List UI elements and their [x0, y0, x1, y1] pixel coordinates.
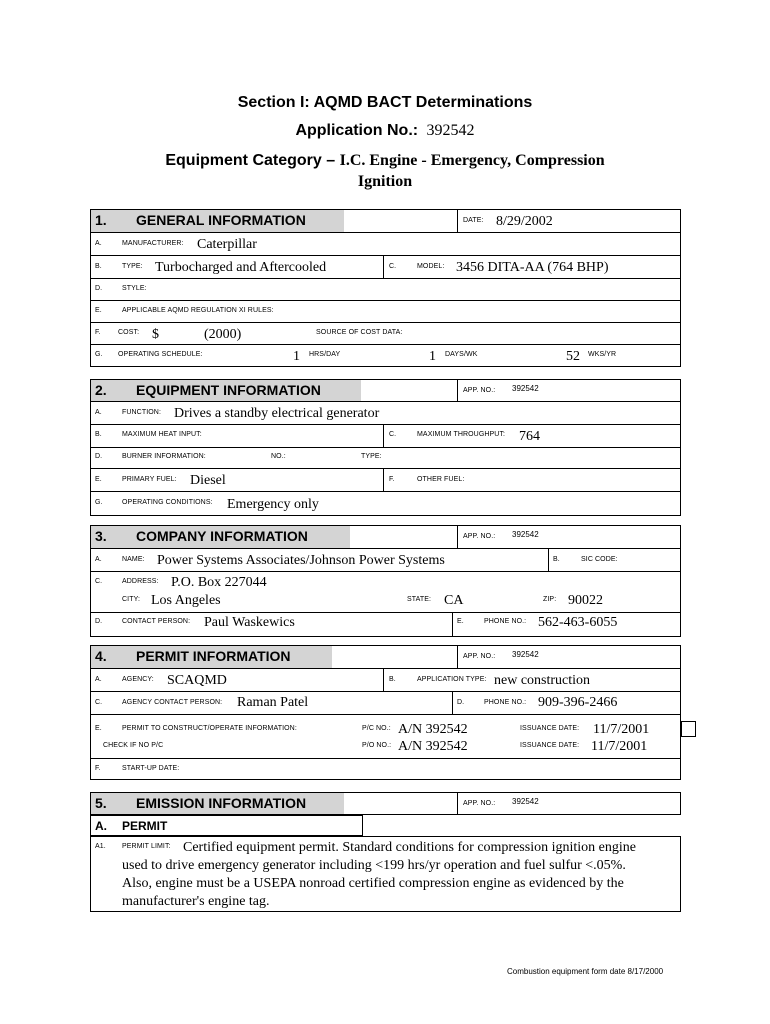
permit-phone-label: PHONE NO.:: [484, 699, 527, 706]
company-name-value: Power Systems Associates/Johnson Power Systems: [157, 553, 445, 568]
model-value: 3456 DITA-AA (764 BHP): [456, 260, 609, 275]
issuance-date-2: 11/7/2001: [591, 739, 648, 754]
row-divider: [90, 668, 681, 669]
date-label: DATE:: [463, 217, 484, 224]
company-name-label: NAME:: [122, 556, 145, 563]
row-divider: [90, 468, 681, 469]
row-letter: F.: [389, 476, 395, 483]
agency-label: AGENCY:: [122, 676, 154, 683]
burner-no-label: NO.:: [271, 453, 286, 460]
contact-person-label: CONTACT PERSON:: [122, 618, 191, 625]
startup-date-label: START-UP DATE:: [122, 765, 180, 772]
row-letter: A.: [95, 240, 102, 247]
row-letter: B.: [95, 431, 102, 438]
burner-label: BURNER INFORMATION:: [122, 453, 206, 460]
application-label: Application No.:: [295, 122, 419, 139]
application-type-label: APPLICATION TYPE:: [417, 676, 487, 683]
hrs-label: HRS/DAY: [309, 351, 341, 358]
section-heading: Section I: AQMD BACT Determinations: [237, 94, 533, 111]
permit-app-label: APP. NO.:: [463, 653, 496, 660]
po-no-label: P/O NO.:: [362, 742, 392, 749]
throughput-value: 764: [519, 429, 540, 444]
throughput-label: MAXIMUM THROUGHPUT:: [417, 431, 506, 438]
equipment-category-value-line2: Ignition: [357, 173, 413, 190]
row-letter: A.: [95, 556, 102, 563]
operating-conditions-value: Emergency only: [227, 497, 319, 512]
row-divider: [90, 232, 681, 233]
company-info-number: 3.: [95, 528, 107, 544]
equipment-app-label: APP. NO.:: [463, 387, 496, 394]
row-letter: B.: [553, 556, 560, 563]
cost-symbol: $: [152, 327, 159, 342]
divider: [383, 255, 384, 278]
company-app-label: APP. NO.:: [463, 533, 496, 540]
company-app-number: 392542: [512, 530, 539, 539]
row-divider: [90, 571, 681, 572]
row-letter: C.: [389, 431, 397, 438]
ptc-info-label: PERMIT TO CONSTRUCT/OPERATE INFORMATION:: [122, 725, 297, 732]
row-letter: C.: [95, 578, 103, 585]
divider: [457, 645, 458, 668]
row-letter: E.: [457, 618, 464, 625]
form-footer: Combustion equipment form date 8/17/2000: [507, 967, 664, 976]
application-number: 392542: [426, 122, 475, 139]
emission-app-number: 392542: [512, 797, 539, 806]
emission-app-label: APP. NO.:: [463, 800, 496, 807]
general-info-title: GENERAL INFORMATION: [136, 212, 306, 228]
pc-no-label: P/C NO.:: [362, 725, 391, 732]
agency-contact-value: Raman Patel: [237, 695, 309, 710]
divider: [383, 424, 384, 447]
function-label: FUNCTION:: [122, 409, 162, 416]
row-letter: A1.: [95, 843, 106, 850]
check-no-pc-checkbox[interactable]: [681, 721, 696, 737]
pc-no-value: A/N 392542: [398, 722, 468, 737]
row-divider: [90, 491, 681, 492]
row-letter: A.: [95, 409, 102, 416]
divider: [457, 525, 458, 548]
sic-code-label: SIC CODE:: [581, 556, 618, 563]
schedule-label: OPERATING SCHEDULE:: [118, 351, 203, 358]
manufacturer-label: MANUFACTURER:: [122, 240, 184, 247]
application-number-line: [0, 122, 770, 140]
emission-info-box: [90, 792, 681, 815]
primary-fuel-value: Diesel: [190, 473, 226, 488]
row-divider: [90, 447, 681, 448]
row-divider: [90, 758, 681, 759]
row-letter: B.: [389, 676, 396, 683]
primary-fuel-label: PRIMARY FUEL:: [122, 476, 177, 483]
row-letter: E.: [95, 307, 102, 314]
permit-limit-line-3: Also, engine must be a USEPA nonroad certified compression engine as evidenced by the: [122, 876, 624, 891]
divider: [383, 668, 384, 691]
days-label: DAYS/WK: [445, 351, 478, 358]
permit-app-number: 392542: [512, 650, 539, 659]
permit-info-number: 4.: [95, 648, 107, 664]
wks-value: 52: [566, 349, 580, 364]
row-divider: [90, 278, 681, 279]
issuance-date-label-2: ISSUANCE DATE:: [520, 742, 580, 749]
row-divider: [90, 344, 681, 345]
divider: [383, 468, 384, 491]
permit-info-box: [90, 645, 681, 780]
permit-info-title: PERMIT INFORMATION: [136, 648, 291, 664]
other-fuel-label: OTHER FUEL:: [417, 476, 465, 483]
divider: [457, 792, 458, 815]
emission-info-number: 5.: [95, 795, 107, 811]
permit-limit-line-4: manufacturer's engine tag.: [122, 894, 270, 909]
row-letter: B.: [95, 263, 102, 270]
divider: [452, 691, 453, 714]
type-label: TYPE:: [122, 263, 143, 270]
row-letter: A.: [95, 676, 102, 683]
divider: [548, 548, 549, 571]
state-label: STATE:: [407, 596, 432, 603]
row-letter: C.: [95, 699, 103, 706]
permit-limit-label: PERMIT LIMIT:: [122, 843, 171, 850]
regulation-label: APPLICABLE AQMD REGULATION XI RULES:: [122, 307, 274, 314]
equipment-category-label: Equipment Category –: [165, 152, 340, 169]
po-no-value: A/N 392542: [398, 739, 468, 754]
permit-phone-value: 909-396-2466: [538, 695, 618, 710]
check-no-pc-label: CHECK IF NO P/C: [103, 742, 164, 749]
function-value: Drives a standby electrical generator: [174, 406, 380, 421]
row-letter: F.: [95, 765, 101, 772]
model-label: MODEL:: [417, 263, 445, 270]
row-letter: D.: [95, 618, 103, 625]
zip-value: 90022: [568, 593, 603, 608]
row-divider: [90, 548, 681, 549]
company-info-title: COMPANY INFORMATION: [136, 528, 308, 544]
equipment-app-number: 392542: [512, 384, 539, 393]
heat-input-label: MAXIMUM HEAT INPUT:: [122, 431, 202, 438]
company-phone-label: PHONE NO.:: [484, 618, 527, 625]
application-type-value: new construction: [494, 673, 591, 688]
equipment-info-number: 2.: [95, 382, 107, 398]
emission-info-title: EMISSION INFORMATION: [136, 795, 307, 811]
row-divider: [90, 300, 681, 301]
row-letter: E.: [95, 725, 102, 732]
hrs-value: 1: [293, 349, 300, 364]
row-letter: D.: [95, 453, 103, 460]
row-letter: D.: [457, 699, 465, 706]
burner-type-label: TYPE:: [361, 453, 382, 460]
row-letter: D.: [95, 285, 103, 292]
row-divider: [90, 612, 681, 613]
company-phone-value: 562-463-6055: [538, 615, 618, 630]
address-value: P.O. Box 227044: [171, 575, 267, 590]
permit-subsection-letter: A.: [95, 819, 107, 833]
city-label: CITY:: [122, 596, 141, 603]
agency-value: SCAQMD: [167, 673, 227, 688]
date-value: 8/29/2002: [496, 214, 553, 229]
address-label: ADDRESS:: [122, 578, 159, 585]
row-divider: [90, 255, 681, 256]
operating-conditions-label: OPERATING CONDITIONS:: [122, 499, 213, 506]
type-value: Turbocharged and Aftercooled: [155, 260, 327, 275]
wks-label: WKS/YR: [588, 351, 617, 358]
zip-label: ZIP:: [543, 596, 557, 603]
state-value: CA: [444, 593, 464, 608]
equipment-info-title: EQUIPMENT INFORMATION: [136, 382, 321, 398]
row-divider: [90, 714, 681, 715]
agency-contact-label: AGENCY CONTACT PERSON:: [122, 699, 223, 706]
issuance-date-label-1: ISSUANCE DATE:: [520, 725, 580, 732]
cost-label: COST:: [118, 329, 140, 336]
row-divider: [90, 322, 681, 323]
permit-subsection-title: PERMIT: [122, 819, 168, 833]
issuance-date-1: 11/7/2001: [593, 722, 650, 737]
style-label: STYLE:: [122, 285, 147, 292]
permit-limit-line-2: used to drive emergency generator including <199 hrs/yr operation and fuel sulfur <.05%.: [122, 858, 626, 873]
days-value: 1: [429, 349, 436, 364]
row-letter: G.: [95, 499, 103, 506]
row-letter: G.: [95, 351, 103, 358]
manufacturer-value: Caterpillar: [197, 237, 257, 252]
equipment-category-line: [0, 152, 770, 170]
cost-year: (2000): [204, 327, 242, 342]
cost-source-label: SOURCE OF COST DATA:: [316, 329, 403, 336]
row-divider: [90, 401, 681, 402]
row-letter: E.: [95, 476, 102, 483]
row-divider: [90, 691, 681, 692]
row-divider: [90, 424, 681, 425]
permit-limit-line-1: Certified equipment permit. Standard conditions for compression ignition engine: [183, 840, 636, 855]
divider: [452, 612, 453, 637]
general-info-number: 1.: [95, 212, 107, 228]
contact-person-value: Paul Waskewics: [204, 615, 295, 630]
divider: [457, 379, 458, 401]
equipment-category-value: I.C. Engine - Emergency, Compression: [339, 152, 605, 169]
row-letter: C.: [389, 263, 397, 270]
divider: [457, 209, 458, 232]
row-letter: F.: [95, 329, 101, 336]
city-value: Los Angeles: [151, 593, 221, 608]
